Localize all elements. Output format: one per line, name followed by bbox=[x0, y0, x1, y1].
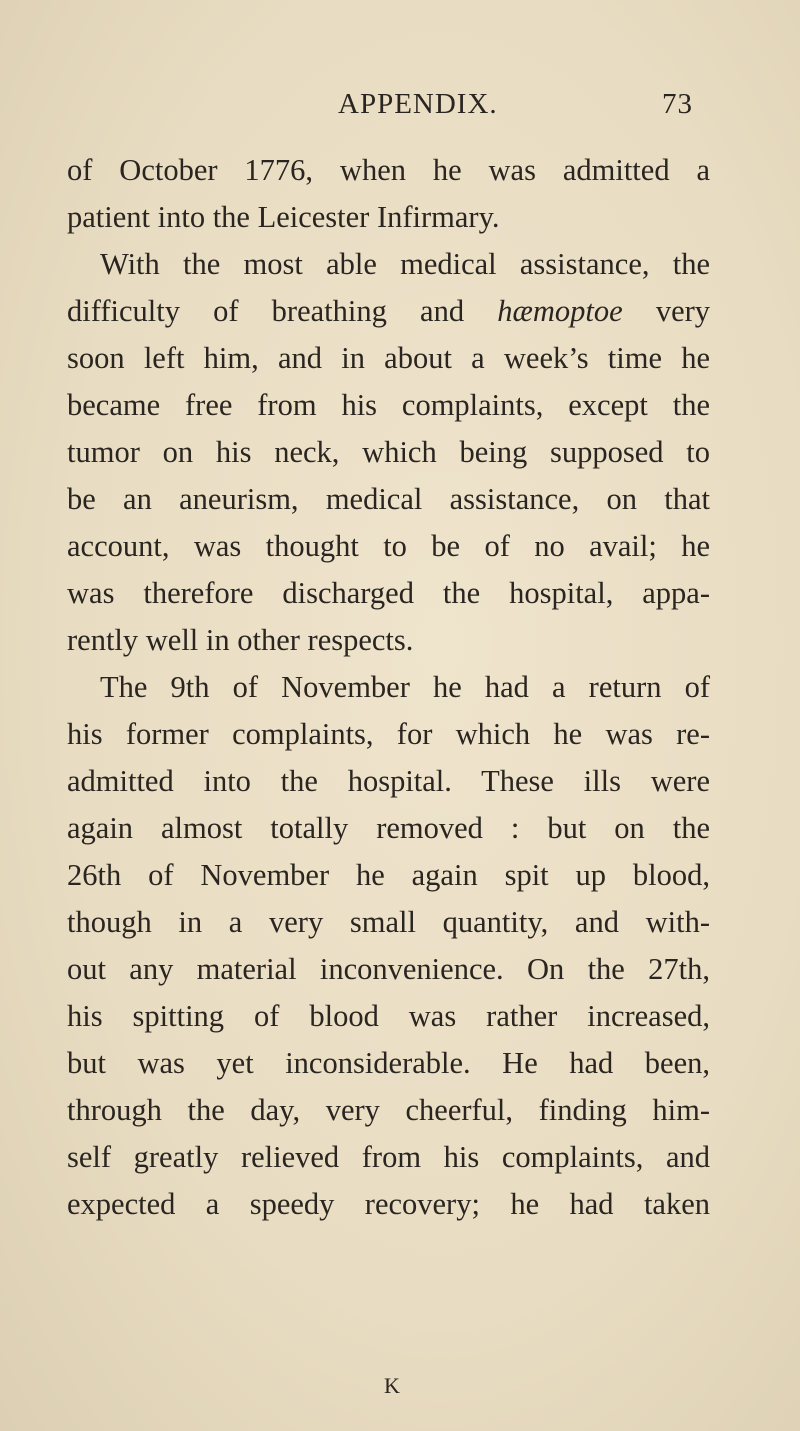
text-segment: difficulty of breathing and bbox=[67, 294, 465, 328]
text-line: again almost totally removed : but on the bbox=[67, 811, 710, 845]
text-line: became free from his complaints, except the bbox=[67, 388, 710, 422]
text-line: though in a very small quantity, and with- bbox=[67, 905, 710, 939]
text-line: his former complaints, for which he was re- bbox=[67, 717, 710, 751]
body-text bbox=[67, 147, 710, 1228]
text-line: self greatly relieved from his complaints, and bbox=[67, 1140, 710, 1174]
text-line: his spitting of blood was rather increased, bbox=[67, 999, 710, 1033]
text-line: With the most able medical assistance, the bbox=[100, 247, 710, 281]
italic-term: hæmoptoe bbox=[497, 294, 623, 328]
text-line: tumor on his neck, which being supposed to bbox=[67, 435, 710, 469]
text-line: but was yet inconsiderable. He had been, bbox=[67, 1046, 710, 1080]
signature-mark: K bbox=[384, 1373, 401, 1398]
text-line: through the day, very cheerful, finding him- bbox=[67, 1093, 710, 1127]
text-line: was therefore discharged the hospital, appa- bbox=[67, 576, 710, 610]
text-line: 26th of November he again spit up blood, bbox=[67, 858, 710, 892]
text-line: of October 1776, when he was admitted a bbox=[67, 153, 710, 187]
text-line bbox=[67, 288, 710, 335]
running-header bbox=[0, 88, 800, 128]
running-title: APPENDIX. bbox=[338, 88, 498, 120]
text-line: admitted into the hospital. These ills were bbox=[67, 764, 710, 798]
text-line: expected a speedy recovery; he had taken bbox=[67, 1187, 710, 1221]
text-line: out any material inconvenience. On the 27th, bbox=[67, 952, 710, 986]
text-line: The 9th of November he had a return of bbox=[100, 670, 710, 704]
text-line: account, was thought to be of no avail; he bbox=[67, 529, 710, 563]
text-segment: very bbox=[655, 294, 711, 328]
text-line: soon left him, and in about a week’s time he bbox=[67, 341, 710, 375]
page-number: 73 bbox=[662, 88, 693, 120]
text-line: be an aneurism, medical assistance, on that bbox=[67, 482, 710, 516]
text-line: patient into the Leicester Infirmary. bbox=[67, 200, 500, 234]
text-line: rently well in other respects. bbox=[67, 623, 414, 657]
